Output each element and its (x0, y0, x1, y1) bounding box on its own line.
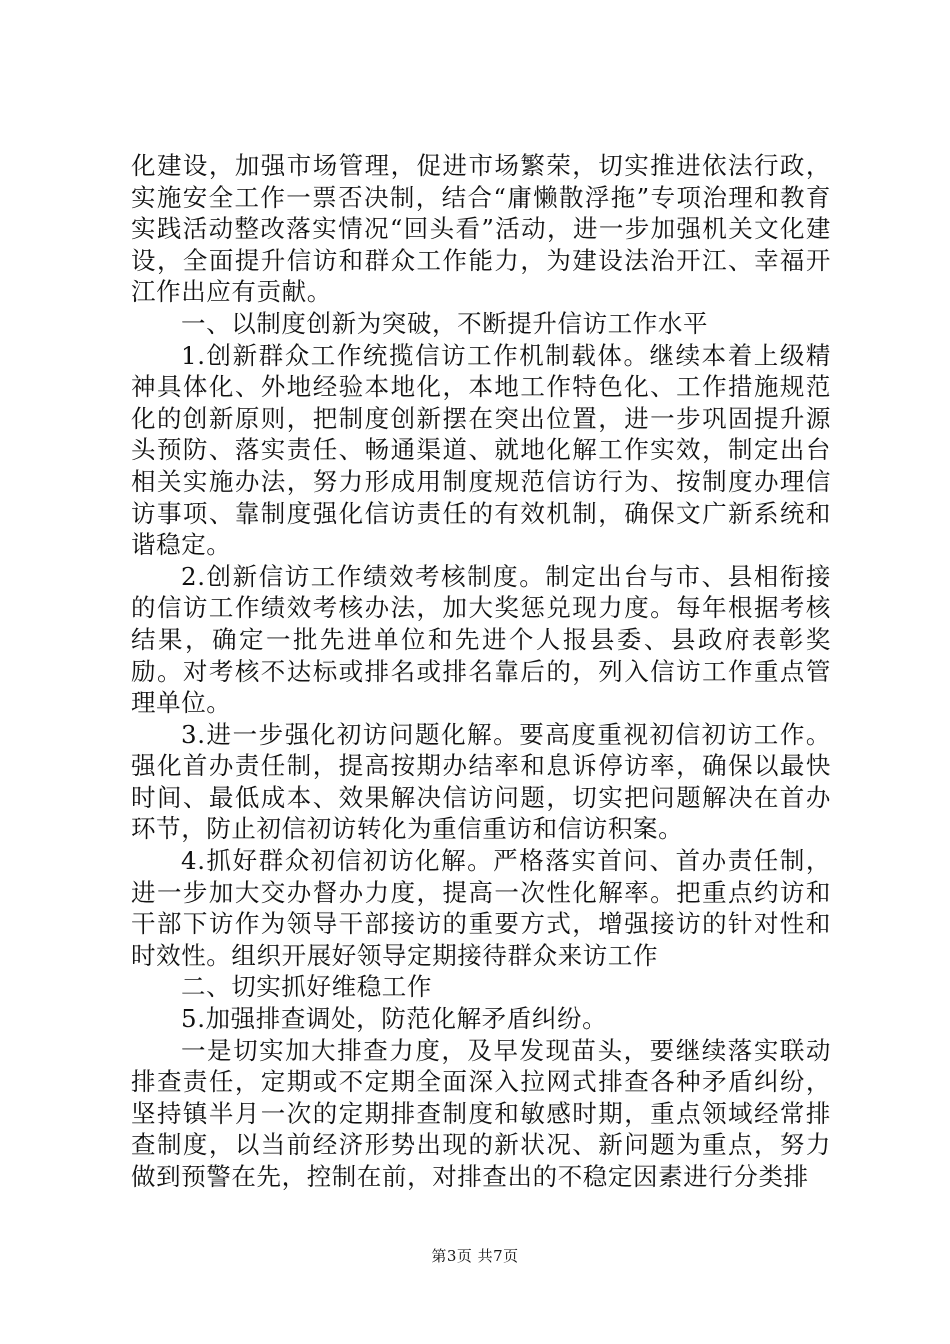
section-heading-2: 二、切实抓好维稳工作 (181, 972, 432, 1002)
paragraph-item-2: 2.创新信访工作绩效考核制度。制定出台与市、县相衔接的信访工作绩效考核办法，加大奖惩兑现力度。每年根据考核结果，确定一批先进单位和先进个人报县委、县政府表彰奖励。对考核不达标或排名或排名靠后的，列入信访工作重点管理单位。 (131, 561, 831, 718)
paragraph-item-4: 4.抓好群众初信初访化解。严格落实首问、首办责任制，进一步加大交办督办力度，提高一次性化解率。把重点约访和干部下访作为领导干部接访的重要方式，增强接访的针对性和时效性。组织开展好领导定期接待群众来访工作 (131, 846, 831, 970)
paragraph-continuation: 化建设，加强市场管理，促进市场繁荣，切实推进依法行政，实施安全工作一票否决制，结合“庸懒散浮拖”专项治理和教育实践活动整改落实情况“回头看”活动，进一步加强机关文化建设，全面提升信访和群众工作能力，为建设法治开江、幸福开江作出应有贡献。 (131, 151, 831, 307)
paragraph-item-5: 5.加强排查调处，防范化解矛盾纠纷。 (181, 1004, 608, 1034)
document-body (131, 150, 831, 1193)
paragraph-item-1: 1.创新群众工作统揽信访工作机制载体。继续本着上级精神具体化、外地经验本地化，本地工作特色化、工作措施规范化的创新原则，把制度创新摆在突出位置，进一步巩固提升源头预防、落实责任、畅通渠道、就地化解工作实效，制定出台相关实施办法，努力形成用制度规范信访行为、按制度办理信访事项、靠制度强化信访责任的有效机制，确保文广新系统和谐稳定。 (131, 340, 831, 560)
section-heading-1: 一、以制度创新为突破，不断提升信访工作水平 (181, 308, 709, 338)
paragraph-sub-1: 一是切实加大排查力度，及早发现苗头，要继续落实联动排查责任，定期或不定期全面深入拉网式排查各种矛盾纠纷，坚持镇半月一次的定期排查制度和敏感时期，重点领域经常排查制度，以当前经济形势出现的新状况、新问题为重点，努力做到预警在先，控制在前，对排查出的不稳定因素进行分类排 (131, 1035, 831, 1191)
page-number-footer: 第3页 共7页 (431, 1247, 519, 1265)
paragraph-item-3: 3.进一步强化初访问题化解。要高度重视初信初访工作。强化首办责任制，提高按期办结率和息诉停访率，确保以最快时间、最低成本、效果解决信访问题，切实把问题解决在首办环节，防止初信初访转化为重信重访和信访积案。 (131, 719, 831, 844)
